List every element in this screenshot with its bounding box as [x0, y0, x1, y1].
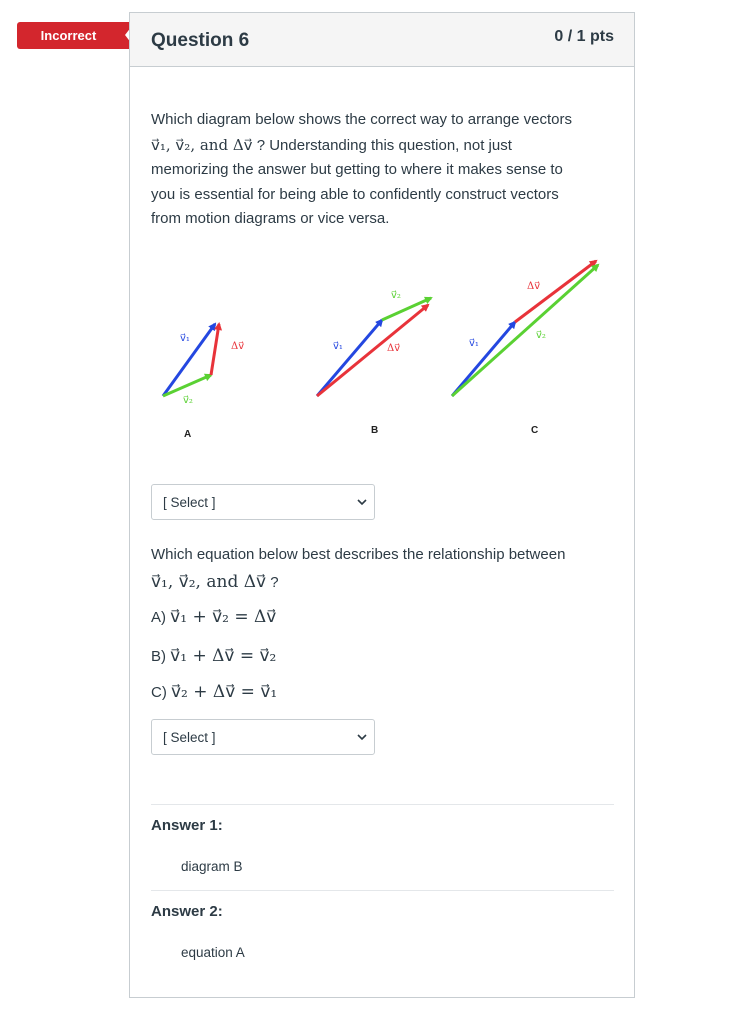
v1-label: v⃗₁ — [180, 333, 190, 344]
option-letter: B) — [151, 648, 166, 665]
option-equation: v⃗₁ + Δv⃗ = v⃗₂ — [170, 646, 277, 666]
question-card — [129, 12, 635, 998]
equation-answer-select[interactable] — [151, 719, 375, 755]
select-value: [ Select ] — [163, 494, 216, 510]
question-text-fragment: ? Understanding this question, not just — [256, 136, 512, 154]
question-2-prompt-line — [151, 570, 616, 596]
chevron-down-icon — [356, 496, 368, 508]
v2-arrow — [452, 265, 598, 396]
option-letter: C) — [151, 684, 167, 701]
diagram-a — [163, 324, 244, 440]
v1-arrow — [317, 320, 382, 396]
v2-label: v⃗₂ — [391, 290, 401, 301]
equation-option-b — [151, 646, 276, 666]
v1-label: v⃗₁ — [469, 338, 479, 349]
answers-divider — [151, 890, 614, 891]
dv-arrow — [211, 324, 219, 375]
dv-label: Δv⃗ — [231, 341, 245, 352]
dv-label: Δv⃗ — [387, 343, 401, 354]
chevron-down-icon — [356, 731, 368, 743]
question-text-line: memorizing the answer but getting to where it makes sense to — [151, 161, 563, 178]
option-letter: A) — [151, 609, 166, 626]
question-2-text — [151, 543, 616, 595]
question-title: Question 6 — [151, 30, 250, 51]
diagram-b — [317, 290, 431, 436]
answer-2-value: equation A — [181, 945, 245, 960]
select-value: [ Select ] — [163, 729, 216, 745]
question-header — [130, 13, 634, 67]
v1-label: v⃗₁ — [333, 341, 343, 352]
question-text-line: from motion diagrams or vice versa. — [151, 210, 390, 227]
v1-arrow — [452, 322, 515, 396]
prompt-end: ? — [270, 573, 279, 591]
answer-1-value: diagram B — [181, 859, 243, 874]
diagram-c-label: C — [531, 425, 539, 436]
option-equation: v⃗₂ + Δv⃗ = v⃗₁ — [171, 682, 278, 702]
v2-label: v⃗₂ — [183, 395, 193, 406]
diagram-b-label: B — [371, 425, 379, 436]
question-2-prompt: Which equation below best describes the relationship between — [151, 546, 566, 563]
incorrect-status-badge — [17, 22, 134, 49]
equation-option-c — [151, 682, 277, 702]
answer-2-label: Answer 2: — [151, 903, 223, 920]
dv-label: Δv⃗ — [527, 281, 541, 292]
option-equation: v⃗₁ + v⃗₂ = Δv⃗ — [170, 607, 277, 627]
diagram-c — [452, 261, 598, 436]
question-points: 0 / 1 pts — [554, 28, 614, 45]
diagram-answer-select[interactable] — [151, 484, 375, 520]
vector-math-inline: v⃗₁, v⃗₂, and Δv⃗ — [151, 135, 253, 154]
answer-1-label: Answer 1: — [151, 817, 223, 834]
diagram-a-label: A — [184, 429, 192, 440]
status-label: Incorrect — [40, 28, 97, 43]
vector-diagrams — [130, 243, 636, 443]
question-text-line: you is essential for being able to confidently construct vectors — [151, 185, 559, 203]
question-text-line: Which diagram below shows the correct way to arrange vectors — [151, 111, 573, 128]
vector-math-inline: v⃗₁, v⃗₂, and Δv⃗ — [151, 571, 267, 592]
v2-label: v⃗₂ — [536, 330, 546, 341]
question-text-line — [151, 133, 616, 159]
equation-option-a — [151, 607, 276, 627]
answers-divider — [151, 804, 614, 805]
question-text — [151, 108, 616, 232]
